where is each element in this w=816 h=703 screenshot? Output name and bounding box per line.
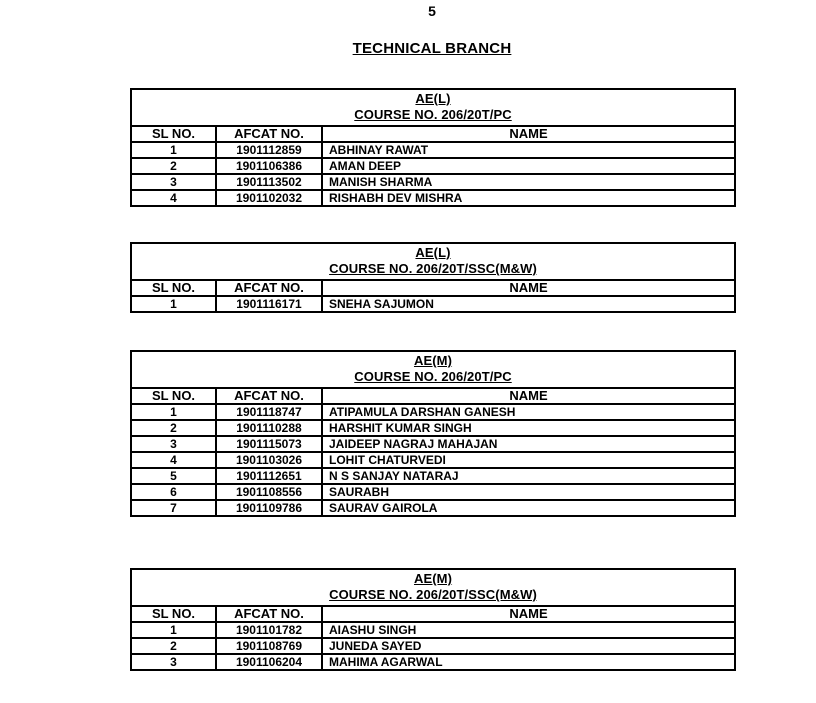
column-header-name: NAME: [322, 388, 735, 404]
tables-container: [0, 88, 816, 671]
content-column: [130, 0, 734, 57]
column-header-sl-no: SL NO.: [131, 606, 216, 622]
column-header-afcat-no: AFCAT NO.: [216, 280, 322, 296]
branch-title: AE(L): [415, 245, 451, 260]
column-header-sl-no: SL NO.: [131, 388, 216, 404]
table-row: [131, 142, 735, 158]
afcat-no-cell: 1901112651: [216, 468, 322, 484]
page-number: 5: [428, 3, 436, 19]
name-cell: SAURABH: [322, 484, 735, 500]
name-cell: HARSHIT KUMAR SINGH: [322, 420, 735, 436]
table-header-row: [131, 606, 735, 622]
column-header-afcat-no: AFCAT NO.: [216, 126, 322, 142]
roster-table: [130, 350, 736, 517]
name-cell: RISHABH DEV MISHRA: [322, 190, 735, 206]
course-title: COURSE NO. 206/20T/SSC(M&W): [329, 261, 537, 276]
name-cell: LOHIT CHATURVEDI: [322, 452, 735, 468]
roster-table: [130, 242, 736, 313]
name-cell: SNEHA SAJUMON: [322, 296, 735, 312]
column-header-name: NAME: [322, 606, 735, 622]
afcat-no-cell: 1901101782: [216, 622, 322, 638]
table-row: [131, 404, 735, 420]
sl-no-cell: 1: [131, 404, 216, 420]
course-title: COURSE NO. 206/20T/SSC(M&W): [329, 587, 537, 602]
afcat-no-cell: 1901116171: [216, 296, 322, 312]
table-row: [131, 654, 735, 670]
table-title-row: [131, 89, 735, 126]
afcat-no-cell: 1901109786: [216, 500, 322, 516]
sl-no-cell: 4: [131, 190, 216, 206]
roster-table: [130, 568, 736, 671]
sl-no-cell: 6: [131, 484, 216, 500]
afcat-no-cell: 1901102032: [216, 190, 322, 206]
table-title-row: [131, 351, 735, 388]
afcat-no-cell: 1901106386: [216, 158, 322, 174]
column-header-name: NAME: [322, 280, 735, 296]
sl-no-cell: 3: [131, 654, 216, 670]
table-row: [131, 158, 735, 174]
afcat-no-cell: 1901115073: [216, 436, 322, 452]
afcat-no-cell: 1901110288: [216, 420, 322, 436]
afcat-no-cell: 1901108556: [216, 484, 322, 500]
roster-table: [130, 88, 736, 207]
page-heading: TECHNICAL BRANCH: [352, 40, 512, 57]
sl-no-cell: 5: [131, 468, 216, 484]
branch-title: AE(M): [413, 571, 453, 586]
column-header-sl-no: SL NO.: [131, 126, 216, 142]
table-row: [131, 622, 735, 638]
afcat-no-cell: 1901103026: [216, 452, 322, 468]
table-row: [131, 638, 735, 654]
course-title: COURSE NO. 206/20T/PC: [354, 369, 512, 384]
table-row: [131, 436, 735, 452]
table-row: [131, 484, 735, 500]
branch-title: AE(M): [413, 353, 453, 368]
course-title: COURSE NO. 206/20T/PC: [354, 107, 512, 122]
table-row: [131, 190, 735, 206]
table-title-cell: [131, 243, 735, 280]
name-cell: ATIPAMULA DARSHAN GANESH: [322, 404, 735, 420]
table-row: [131, 296, 735, 312]
sl-no-cell: 1: [131, 142, 216, 158]
sl-no-cell: 1: [131, 296, 216, 312]
name-cell: MANISH SHARMA: [322, 174, 735, 190]
table-title-cell: [131, 569, 735, 606]
column-header-afcat-no: AFCAT NO.: [216, 606, 322, 622]
sl-no-cell: 7: [131, 500, 216, 516]
table-row: [131, 174, 735, 190]
sl-no-cell: 2: [131, 158, 216, 174]
name-cell: AMAN DEEP: [322, 158, 735, 174]
sl-no-cell: 3: [131, 436, 216, 452]
table-header-row: [131, 280, 735, 296]
branch-title: AE(L): [415, 91, 451, 106]
table-row: [131, 500, 735, 516]
afcat-no-cell: 1901118747: [216, 404, 322, 420]
afcat-no-cell: 1901113502: [216, 174, 322, 190]
sl-no-cell: 3: [131, 174, 216, 190]
name-cell: ABHINAY RAWAT: [322, 142, 735, 158]
name-cell: N S SANJAY NATARAJ: [322, 468, 735, 484]
afcat-no-cell: 1901106204: [216, 654, 322, 670]
name-cell: JAIDEEP NAGRAJ MAHAJAN: [322, 436, 735, 452]
table-header-row: [131, 126, 735, 142]
table-row: [131, 420, 735, 436]
table-title-row: [131, 243, 735, 280]
name-cell: SAURAV GAIROLA: [322, 500, 735, 516]
afcat-no-cell: 1901108769: [216, 638, 322, 654]
table-header-row: [131, 388, 735, 404]
column-header-name: NAME: [322, 126, 735, 142]
column-header-sl-no: SL NO.: [131, 280, 216, 296]
table-title-cell: [131, 89, 735, 126]
column-header-afcat-no: AFCAT NO.: [216, 388, 322, 404]
sl-no-cell: 2: [131, 420, 216, 436]
sl-no-cell: 1: [131, 622, 216, 638]
table-row: [131, 468, 735, 484]
afcat-no-cell: 1901112859: [216, 142, 322, 158]
name-cell: MAHIMA AGARWAL: [322, 654, 735, 670]
name-cell: AIASHU SINGH: [322, 622, 735, 638]
sl-no-cell: 4: [131, 452, 216, 468]
table-row: [131, 452, 735, 468]
sl-no-cell: 2: [131, 638, 216, 654]
table-title-row: [131, 569, 735, 606]
table-title-cell: [131, 351, 735, 388]
name-cell: JUNEDA SAYED: [322, 638, 735, 654]
